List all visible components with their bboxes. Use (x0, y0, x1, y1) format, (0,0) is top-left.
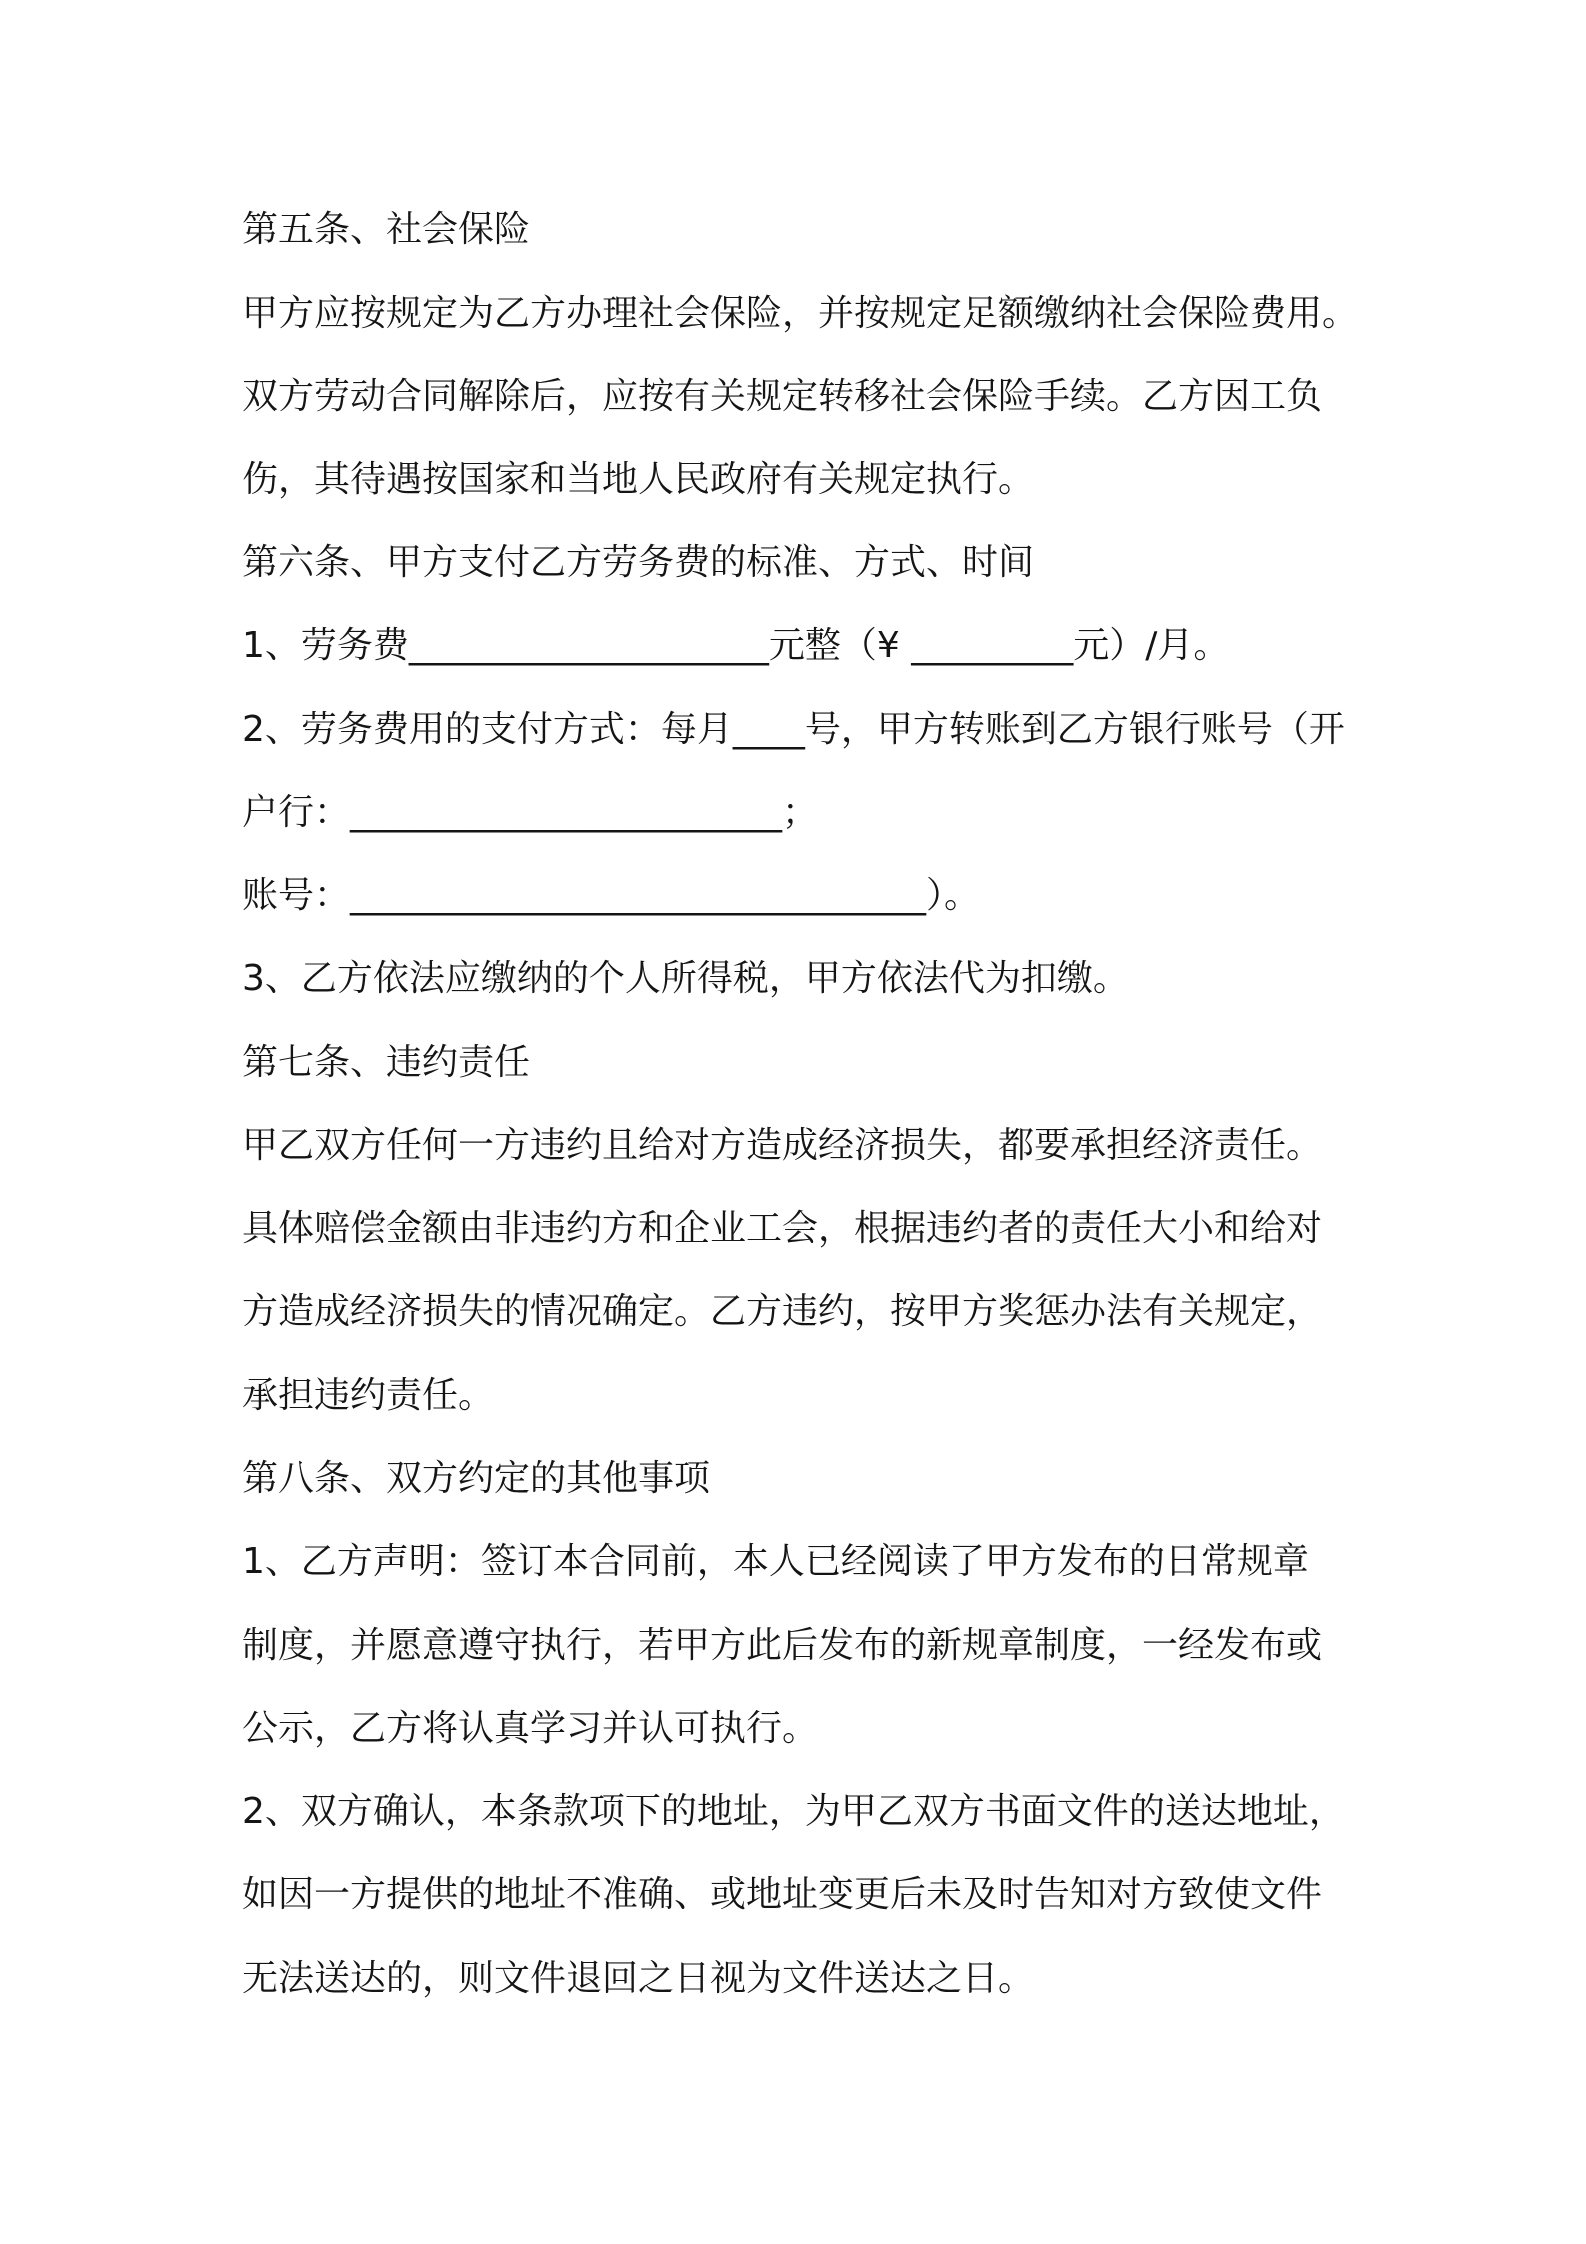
article-6-item-2-line-1: 2、劳务费用的支付方式：每月____号，甲方转账到乙方银行账号（开 (242, 709, 1345, 750)
article-6-item-2-bank-line: 户行：________________________； (242, 792, 819, 833)
article-5-heading: 第五条、社会保险 (242, 209, 531, 250)
article-8-item-2-line-2: 如因一方提供的地址不准确、或地址变更后未及时告知对方致使文件 (242, 1874, 1323, 1915)
article-8-item-2-line-3: 无法送达的，则文件退回之日视为文件送达之日。 (242, 1958, 1035, 1999)
article-8-heading: 第八条、双方约定的其他事项 (242, 1458, 711, 1499)
article-8-item-2-line-1: 2、双方确认，本条款项下的地址，为甲乙双方书面文件的送达地址， (242, 1791, 1345, 1832)
article-8-item-1-line-1: 1、乙方声明：签订本合同前，本人已经阅读了甲方发布的日常规章 (242, 1541, 1309, 1582)
article-5-paragraph-line-3: 伤，其待遇按国家和当地人民政府有关规定执行。 (242, 459, 1035, 500)
article-7-paragraph-line-4: 承担违约责任。 (242, 1375, 495, 1416)
article-6-heading: 第六条、甲方支付乙方劳务费的标准、方式、时间 (242, 542, 1035, 583)
article-7-paragraph-line-1: 甲乙双方任何一方违约且给对方造成经济损失，都要承担经济责任。 (242, 1125, 1323, 1166)
article-6-item-2-account-line: 账号：________________________________）。 (242, 875, 981, 916)
article-8-item-1-line-3: 公示，乙方将认真学习并认可执行。 (242, 1708, 819, 1749)
article-7-paragraph-line-2: 具体赔偿金额由非违约方和企业工会，根据违约者的责任大小和给对 (242, 1208, 1323, 1249)
article-7-heading: 第七条、违约责任 (242, 1042, 531, 1083)
article-6-item-1: 1、劳务费____________________元整（¥ _________元）/月。 (242, 625, 1230, 666)
article-5-paragraph-line-1: 甲方应按规定为乙方办理社会保险，并按规定足额缴纳社会保险费用。 (242, 293, 1359, 334)
article-7-paragraph-line-3: 方造成经济损失的情况确定。乙方违约，按甲方奖惩办法有关规定， (242, 1291, 1323, 1332)
article-8-item-1-line-2: 制度，并愿意遵守执行，若甲方此后发布的新规章制度，一经发布或 (242, 1625, 1323, 1666)
article-5-paragraph-line-2: 双方劳动合同解除后，应按有关规定转移社会保险手续。乙方因工负 (242, 376, 1323, 417)
article-6-item-3: 3、乙方依法应缴纳的个人所得税，甲方依法代为扣缴。 (242, 958, 1129, 999)
